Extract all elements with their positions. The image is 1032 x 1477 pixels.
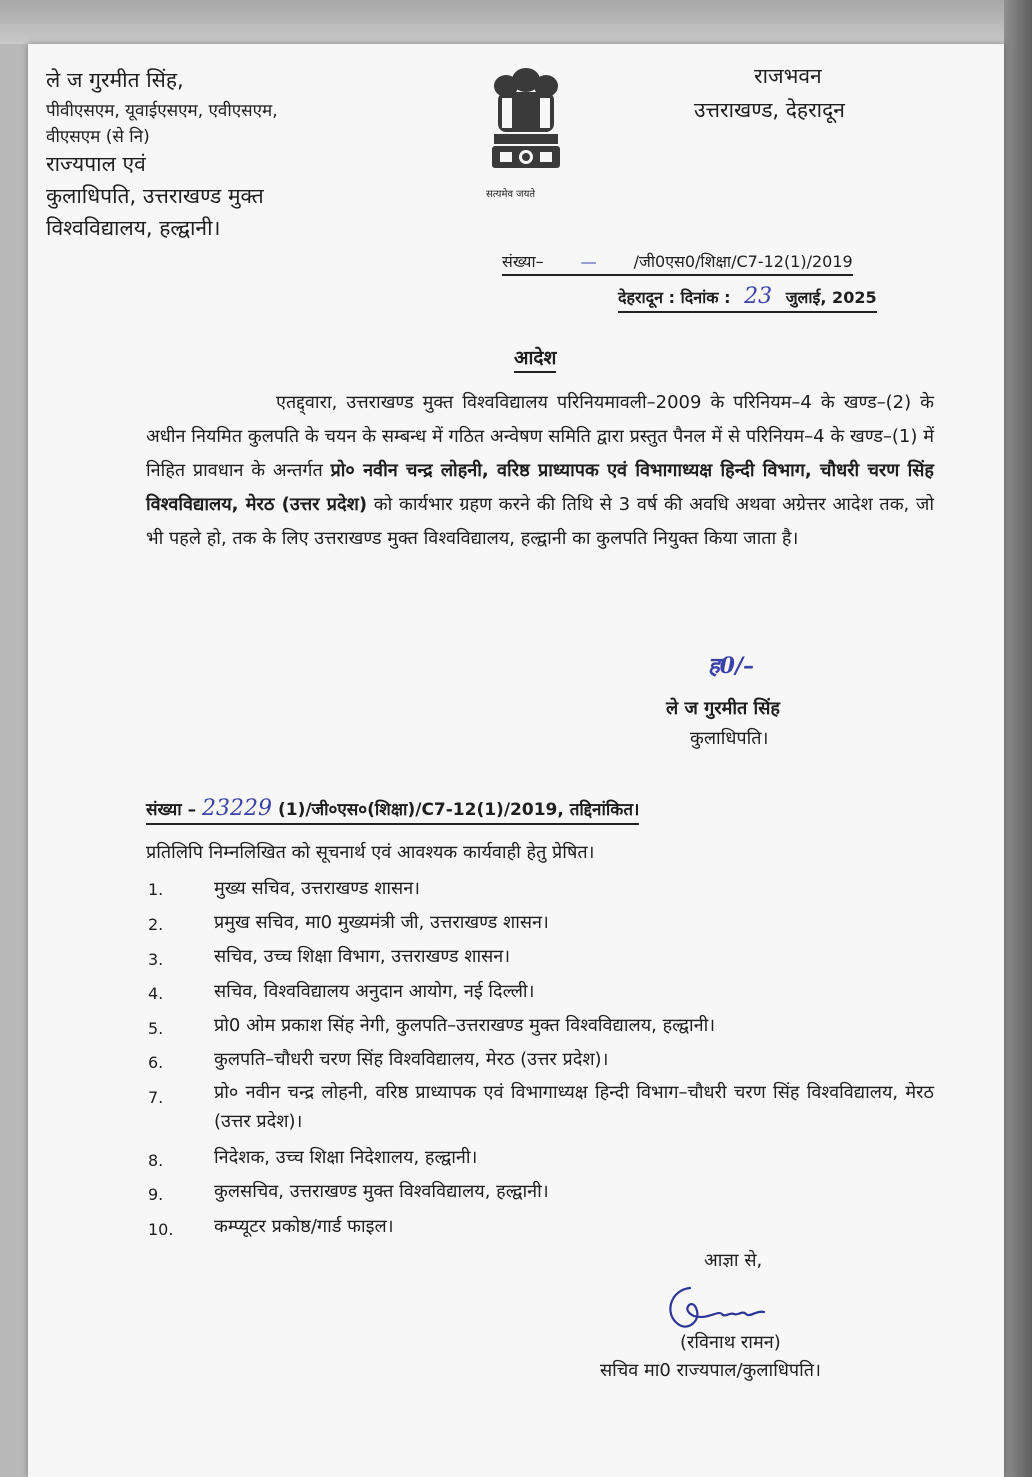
copy-ref-number-handwritten: 23229 <box>202 796 273 821</box>
sender-honours-2: वीएसएम (से नि) <box>46 127 150 147</box>
appointee-name: प्रो० नवीन चन्द्र लोहनी, वरिष्ठ प्राध्यापक एवं विभागाध्यक्ष हिन्दी विभाग, चौधरी चरण सिंह विश्वविद्यालय, मेरठ (उत्तर प्रदेश) <box>146 460 934 515</box>
list-item-number: 9. <box>148 1185 164 1204</box>
list-item-number: 2. <box>148 915 164 934</box>
list-item-number: 3. <box>148 950 164 969</box>
list-item: सचिव, विश्वविद्यालय अनुदान आयोग, नई दिल्ली। <box>214 981 535 1002</box>
office-name: राजभवन <box>754 64 822 88</box>
list-item-number: 5. <box>148 1019 164 1038</box>
office-location: उत्तराखण्ड, देहरादून <box>694 98 845 122</box>
order-text-part-2: को कार्यभार ग्रहण करने की तिथि से 3 वर्ष की अवधि अथवा अग्रेत्तर आदेश तक, जो भी पहले हो, तक के लिए उत्तराखण्ड मुक्त विश्वविद्यालय, हल्द्वानी का कुलपति नियुक्त किया जाता है। <box>146 494 934 549</box>
list-item: प्रमुख सचिव, मा0 मुख्यमंत्री जी, उत्तराखण्ड शासन। <box>214 912 549 933</box>
sender-title: राज्यपाल एवं <box>46 152 146 176</box>
order-paragraph <box>146 386 934 556</box>
secretary-name: (रविनाथ रामन) <box>680 1332 781 1353</box>
list-item: सचिव, उच्च शिक्षा विभाग, उत्तराखण्ड शासन। <box>214 946 511 967</box>
order-heading: आदेश <box>514 344 556 370</box>
reference-handwritten-mark: — <box>580 252 597 271</box>
list-item-number: 1. <box>148 880 164 899</box>
reference-line <box>502 250 853 276</box>
signatory-designation: कुलाधिपति। <box>690 728 769 749</box>
sender-honours: पीवीएसएम, यूवाईएसएम, एवीएसएम, <box>46 101 278 121</box>
document-page <box>28 44 1004 1477</box>
order-text-part-1: एतद्द्वारा, उत्तराखण्ड मुक्त विश्वविद्यालय परिनियमावली–2009 के परिनियम–4 के खण्ड–(2) के अधीन नियमित कुलपति के चयन के सम्बन्ध में गठित अन्वेषण समिति द्वारा प्रस्तुत पैनल में से परिनियम–4 के खण्ड–(1) में निहित प्रावधान के अन्तर्गत <box>146 392 934 481</box>
date-day-handwritten: 23 <box>744 284 773 309</box>
reference-code: /जी0एस0/शिक्षा/C7-12(1)/2019 <box>633 252 853 271</box>
by-order-label: आज्ञा से, <box>704 1250 763 1271</box>
list-item-number: 8. <box>148 1151 164 1170</box>
list-item-number: 4. <box>148 984 164 1003</box>
list-item-number: 6. <box>148 1053 164 1072</box>
list-item: कम्प्यूटर प्रकोष्ठ/गार्ड फाइल। <box>214 1216 394 1237</box>
sender-title-3: विश्वविद्यालय, हल्द्वानी। <box>46 216 221 240</box>
list-item: कुलपति–चौधरी चरण सिंह विश्वविद्यालय, मेरठ (उत्तर प्रदेश)। <box>214 1049 609 1070</box>
photo-background-right <box>1004 0 1032 1477</box>
list-item: मुख्य सचिव, उत्तराखण्ड शासन। <box>214 878 420 899</box>
date-month-year: जुलाई, 2025 <box>785 288 877 307</box>
secretary-designation: सचिव मा0 राज्यपाल/कुलाधिपति। <box>600 1360 821 1381</box>
reference-label: संख्या– <box>502 252 544 271</box>
signature-mark: ह0/– <box>708 653 755 679</box>
reference-date <box>618 284 877 313</box>
list-item: कुलसचिव, उत्तराखण्ड मुक्त विश्वविद्यालय, हल्द्वानी। <box>214 1181 549 1202</box>
emblem-motto: सत्यमेव जयते <box>486 189 536 200</box>
list-item-number: 7. <box>148 1088 164 1107</box>
signatory-name: ले ज गुरमीत सिंह <box>666 698 780 719</box>
list-item: निदेशक, उच्च शिक्षा निदेशालय, हल्द्वानी। <box>214 1147 478 1168</box>
list-item: प्रो० नवीन चन्द्र लोहनी, वरिष्ठ प्राध्यापक एवं विभागाध्यक्ष हिन्दी विभाग–चौधरी चरण सिंह विश्वविद्यालय, मेरठ (उत्तर प्रदेश)। <box>214 1082 934 1132</box>
copy-intro: प्रतिलिपि निम्नलिखित को सूचनार्थ एवं आवश्यक कार्यवाही हेतु प्रेषित। <box>146 842 595 863</box>
copy-ref-code: (1)/जी०एस०(शिक्षा)/C7-12(1)/2019, तद्दिनांकित। <box>277 800 640 820</box>
photo-background-top <box>0 0 1032 44</box>
copy-reference <box>146 796 639 825</box>
list-item: प्रो0 ओम प्रकाश सिंह नेगी, कुलपति–उत्तराखण्ड मुक्त विश्वविद्यालय, हल्द्वानी। <box>214 1015 716 1036</box>
reference-number <box>502 250 853 276</box>
sender-title-2: कुलाधिपति, उत्तराखण्ड मुक्त <box>46 184 264 208</box>
copy-ref-label: संख्या – <box>146 800 197 820</box>
date-label: देहरादून : दिनांक : <box>618 288 731 307</box>
sender-name: ले ज गुरमीत सिंह, <box>46 68 184 92</box>
national-emblem-icon <box>476 58 576 198</box>
list-item-number: 10. <box>148 1220 174 1239</box>
